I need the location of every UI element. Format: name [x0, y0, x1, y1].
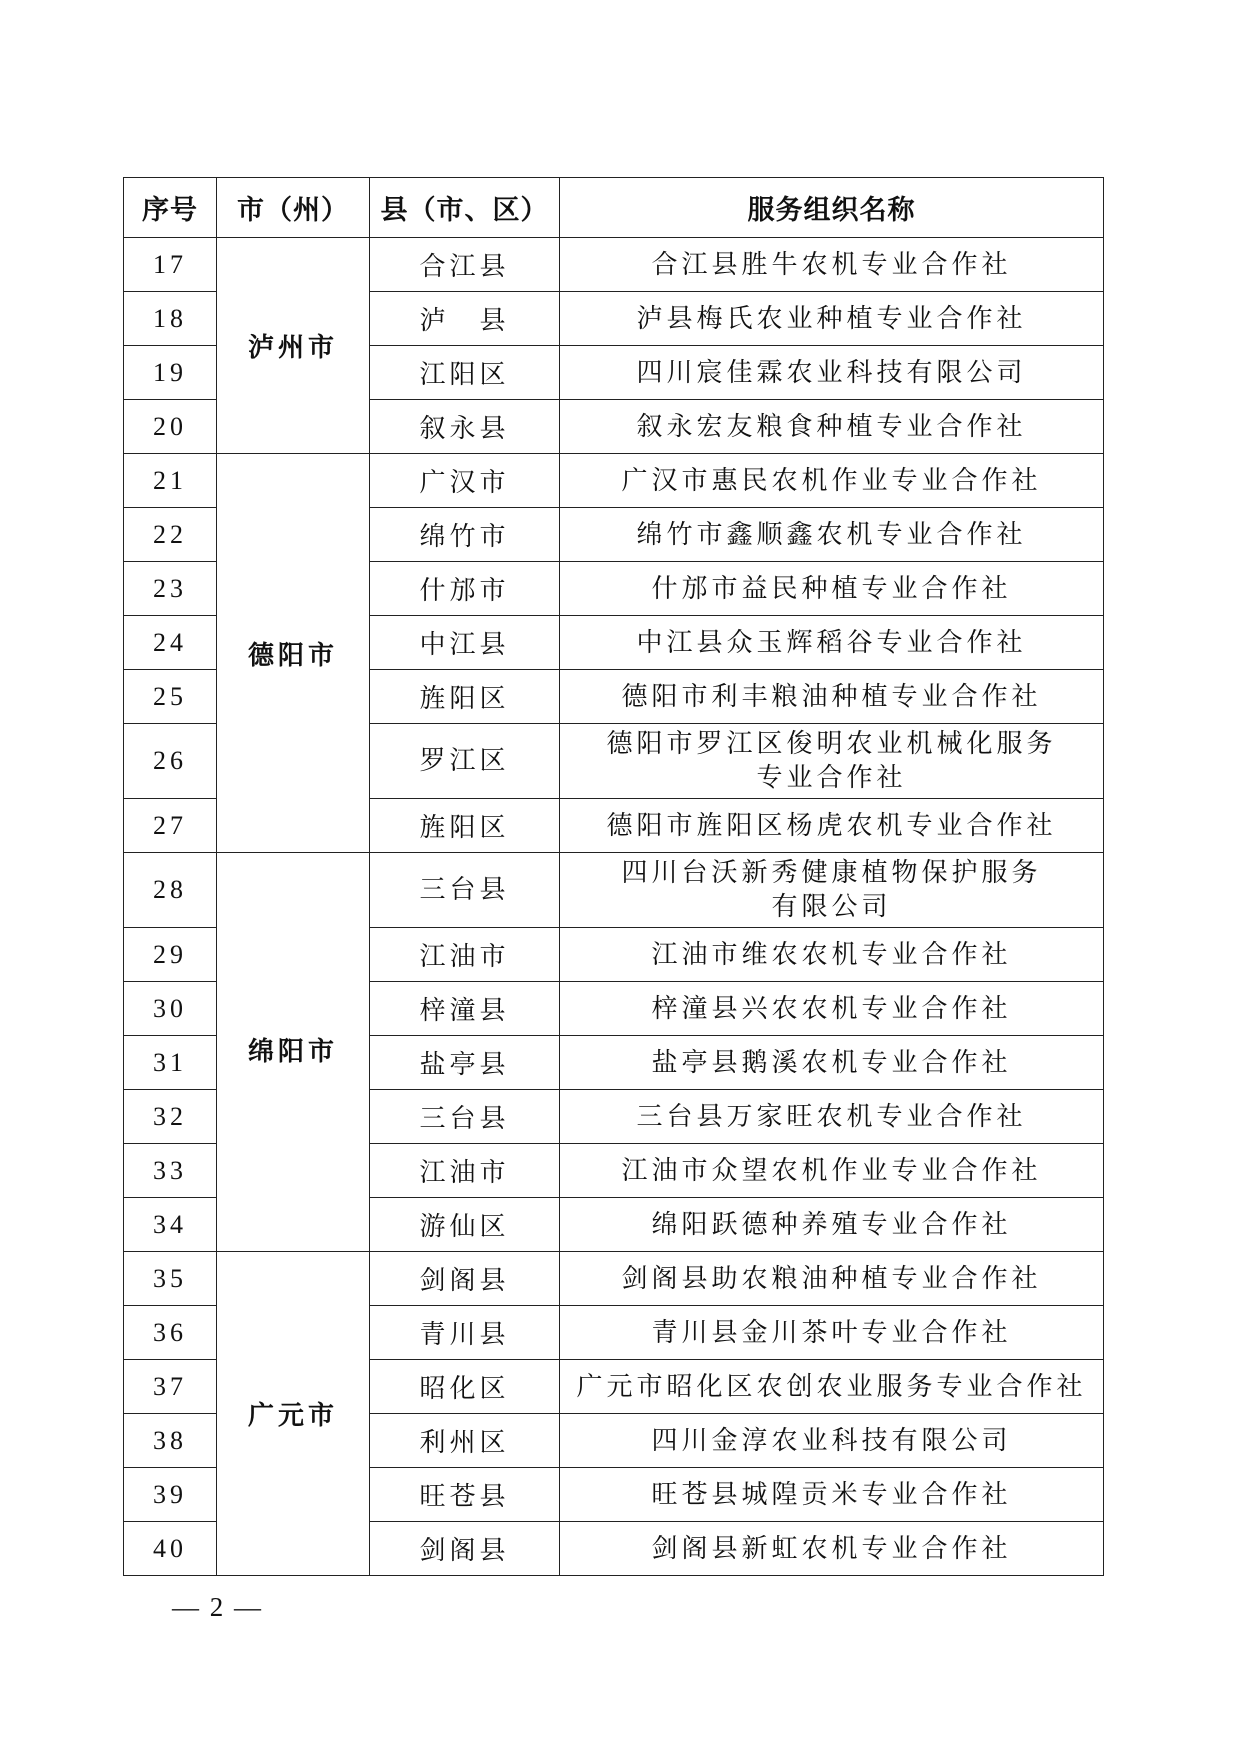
county-cell: 利州区 [370, 1414, 560, 1468]
serial-number-cell: 19 [124, 346, 217, 400]
county-cell: 游仙区 [370, 1198, 560, 1252]
county-cell: 什邡市 [370, 562, 560, 616]
org-name-cell [560, 1522, 1104, 1576]
org-name-line: 德阳市利丰粮油种植专业合作社 [621, 681, 1042, 712]
org-name-line: 江油市众望农机作业专业合作社 [621, 1155, 1042, 1186]
org-name-cell [560, 853, 1104, 928]
org-name-cell [560, 928, 1104, 982]
org-name-line: 德阳市罗江区俊明农业机械化服务 [606, 729, 1057, 759]
table-row [124, 454, 1104, 508]
serial-number-cell: 28 [124, 853, 217, 928]
org-name-cell [560, 1252, 1104, 1306]
org-name-cell [560, 670, 1104, 724]
org-name-line: 德阳市旌阳区杨虎农机专业合作社 [606, 810, 1057, 841]
org-name-line: 青川县金川茶叶专业合作社 [651, 1317, 1012, 1348]
org-name-line: 剑阁县新虹农机专业合作社 [651, 1533, 1012, 1564]
serial-number-cell: 27 [124, 799, 217, 853]
page-number: — 2 — [172, 1592, 263, 1622]
table-row [124, 853, 1104, 928]
table-row [124, 1252, 1104, 1306]
serial-number-cell: 18 [124, 292, 217, 346]
org-name-cell [560, 562, 1104, 616]
org-name-line: 有限公司 [771, 892, 892, 922]
org-name-line: 泸县梅氏农业种植专业合作社 [636, 303, 1027, 334]
city-cell: 泸州市 [217, 238, 370, 454]
county-cell: 合江县 [370, 238, 560, 292]
org-name-line: 合江县胜牛农机专业合作社 [651, 249, 1012, 280]
county-cell: 叙永县 [370, 400, 560, 454]
org-name-line: 专业合作社 [756, 763, 907, 793]
serial-number-cell: 24 [124, 616, 217, 670]
county-cell: 青川县 [370, 1306, 560, 1360]
org-name-line: 广元市昭化区农创农业服务专业合作社 [576, 1371, 1087, 1402]
table-header-row [124, 178, 1104, 238]
serial-number-cell: 39 [124, 1468, 217, 1522]
org-name-cell [560, 508, 1104, 562]
org-name-line: 绵竹市鑫顺鑫农机专业合作社 [636, 519, 1027, 550]
city-cell: 绵阳市 [217, 853, 370, 1252]
org-name-cell [560, 724, 1104, 799]
serial-number-cell: 40 [124, 1522, 217, 1576]
county-cell: 绵竹市 [370, 508, 560, 562]
serial-number-cell: 36 [124, 1306, 217, 1360]
serial-number-cell: 25 [124, 670, 217, 724]
county-cell: 江阳区 [370, 346, 560, 400]
county-cell: 江油市 [370, 928, 560, 982]
serial-number-cell: 31 [124, 1036, 217, 1090]
county-cell: 盐亭县 [370, 1036, 560, 1090]
serial-number-cell: 29 [124, 928, 217, 982]
header-org-name: 服务组织名称 [560, 178, 1104, 238]
serial-number-cell: 37 [124, 1360, 217, 1414]
org-name-line: 四川台沃新秀健康植物保护服务 [621, 858, 1042, 888]
serial-number-cell: 32 [124, 1090, 217, 1144]
county-cell: 广汉市 [370, 454, 560, 508]
county-cell: 旌阳区 [370, 670, 560, 724]
county-cell: 泸 县 [370, 292, 560, 346]
service-organization-table [123, 177, 1104, 1576]
serial-number-cell: 22 [124, 508, 217, 562]
org-name-cell [560, 982, 1104, 1036]
org-name-line: 梓潼县兴农农机专业合作社 [651, 993, 1012, 1024]
county-cell: 中江县 [370, 616, 560, 670]
header-county: 县（市、区） [370, 178, 560, 238]
org-name-cell [560, 1360, 1104, 1414]
county-cell: 剑阁县 [370, 1522, 560, 1576]
county-cell: 江油市 [370, 1144, 560, 1198]
org-name-cell [560, 454, 1104, 508]
org-name-line: 中江县众玉辉稻谷专业合作社 [636, 627, 1027, 658]
county-cell: 梓潼县 [370, 982, 560, 1036]
org-name-line: 什邡市益民种植专业合作社 [651, 573, 1012, 604]
org-name-line: 剑阁县助农粮油种植专业合作社 [621, 1263, 1042, 1294]
org-name-cell [560, 1468, 1104, 1522]
table-body [124, 238, 1104, 1576]
serial-number-cell: 21 [124, 454, 217, 508]
org-name-line: 旺苍县城隍贡米专业合作社 [651, 1479, 1012, 1510]
org-name-line: 江油市维农农机专业合作社 [651, 939, 1012, 970]
serial-number-cell: 20 [124, 400, 217, 454]
serial-number-cell: 33 [124, 1144, 217, 1198]
header-serial: 序号 [124, 178, 217, 238]
serial-number-cell: 38 [124, 1414, 217, 1468]
serial-number-cell: 17 [124, 238, 217, 292]
org-name-cell [560, 292, 1104, 346]
header-city: 市（州） [217, 178, 370, 238]
org-name-line: 广汉市惠民农机作业专业合作社 [621, 465, 1042, 496]
serial-number-cell: 35 [124, 1252, 217, 1306]
serial-number-cell: 34 [124, 1198, 217, 1252]
org-name-cell [560, 616, 1104, 670]
county-cell: 三台县 [370, 1090, 560, 1144]
county-cell: 罗江区 [370, 724, 560, 799]
org-name-cell [560, 1306, 1104, 1360]
city-cell: 德阳市 [217, 454, 370, 853]
org-name-cell [560, 238, 1104, 292]
org-name-cell [560, 1144, 1104, 1198]
org-name-cell [560, 1198, 1104, 1252]
county-cell: 昭化区 [370, 1360, 560, 1414]
serial-number-cell: 23 [124, 562, 217, 616]
org-name-cell [560, 400, 1104, 454]
county-cell: 三台县 [370, 853, 560, 928]
serial-number-cell: 30 [124, 982, 217, 1036]
table-row [124, 238, 1104, 292]
org-name-cell [560, 799, 1104, 853]
org-name-cell [560, 1036, 1104, 1090]
org-name-line: 四川宸佳霖农业科技有限公司 [636, 357, 1027, 388]
org-name-cell [560, 346, 1104, 400]
org-name-line: 叙永宏友粮食种植专业合作社 [636, 411, 1027, 442]
county-cell: 旌阳区 [370, 799, 560, 853]
county-cell: 剑阁县 [370, 1252, 560, 1306]
org-name-line: 绵阳跃德种养殖专业合作社 [651, 1209, 1012, 1240]
org-name-line: 四川金淳农业科技有限公司 [651, 1425, 1012, 1456]
org-name-line: 三台县万家旺农机专业合作社 [636, 1101, 1027, 1132]
city-cell: 广元市 [217, 1252, 370, 1576]
org-name-line: 盐亭县鹅溪农机专业合作社 [651, 1047, 1012, 1078]
org-name-cell [560, 1090, 1104, 1144]
org-name-cell [560, 1414, 1104, 1468]
county-cell: 旺苍县 [370, 1468, 560, 1522]
serial-number-cell: 26 [124, 724, 217, 799]
